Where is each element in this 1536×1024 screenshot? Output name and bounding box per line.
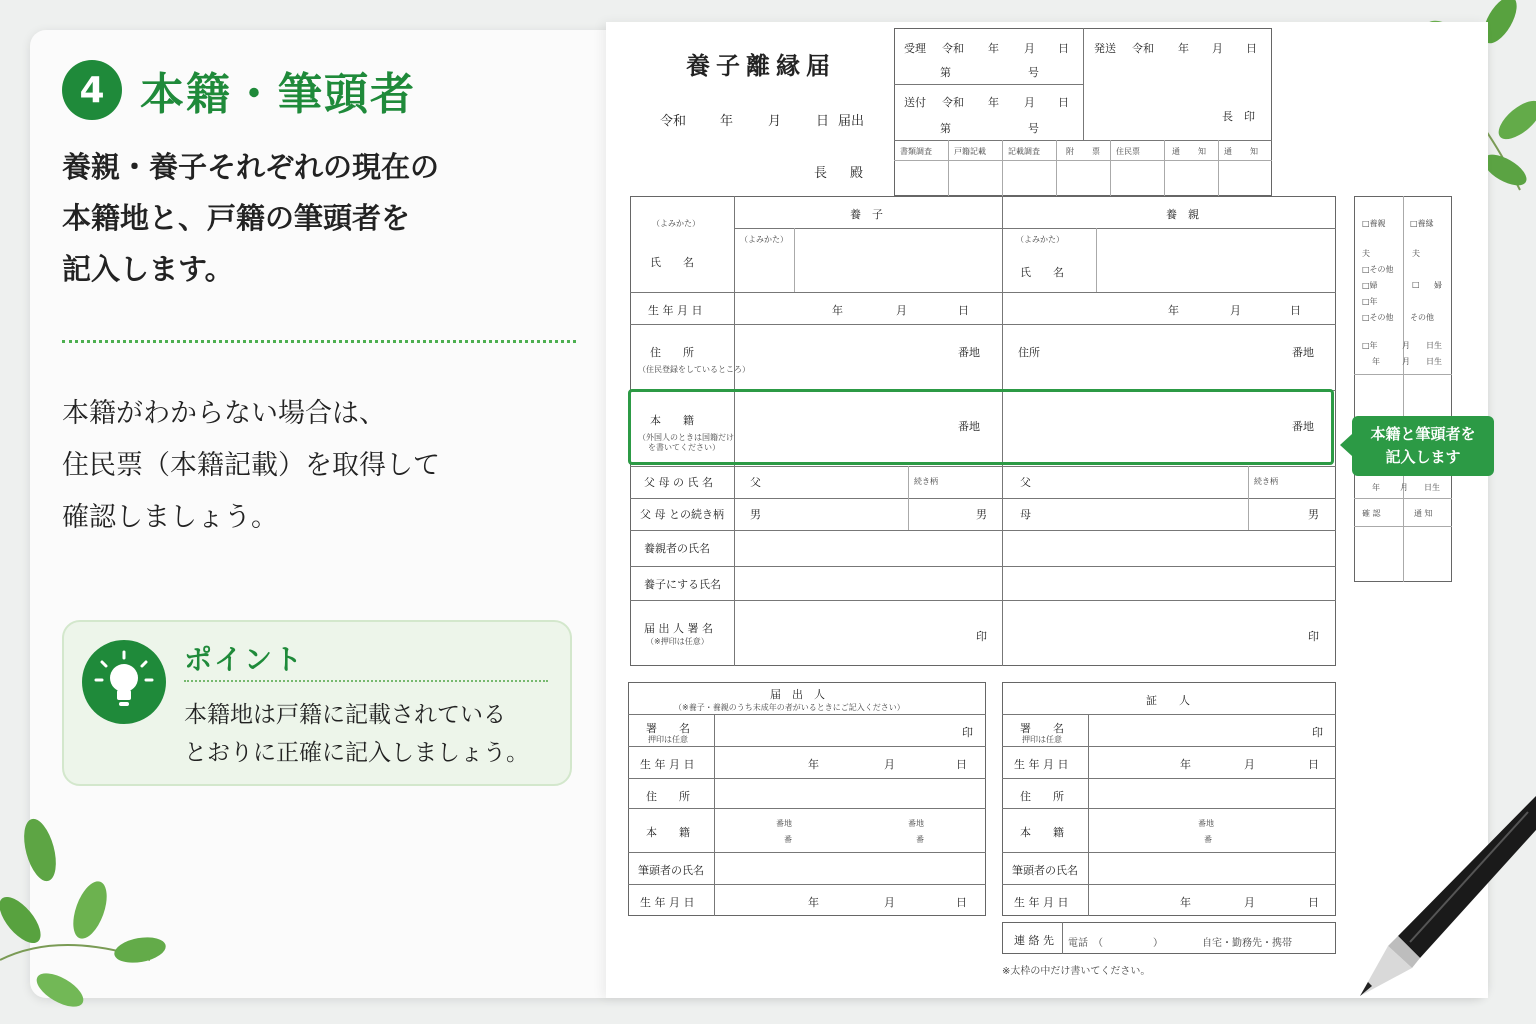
office-check: 通 <box>1224 147 1232 156</box>
office-era-2: 令和 <box>1132 42 1154 55</box>
office-check: 知 <box>1198 147 1206 156</box>
office-month-3: 月 <box>1024 96 1035 109</box>
office-year-3: 年 <box>988 96 999 109</box>
birth-month: 月 <box>896 304 907 317</box>
date-month: 月 <box>768 114 782 129</box>
witness-banchi: 番地 <box>1198 819 1214 828</box>
label-parents-rel: 父 母 との続き柄 <box>640 508 724 521</box>
birth-year-2: 年 <box>1168 304 1179 317</box>
description-line: 記入します。 <box>62 252 234 286</box>
side-text: 日生 <box>1424 483 1440 492</box>
side-text: 日生 <box>1426 341 1442 350</box>
office-month-2: 月 <box>1212 42 1223 55</box>
notifier-title: 届 出 人 <box>770 688 825 701</box>
witness-month: 月 <box>1244 758 1255 771</box>
office-year-2: 年 <box>1178 42 1189 55</box>
label-yomikata: （よみかた） <box>652 219 700 228</box>
notifier-sign-note: 押印は任意 <box>648 735 688 744</box>
office-check: 知 <box>1250 147 1258 156</box>
callout-line: 本籍と筆頭者を <box>1370 425 1476 443</box>
office-check: 通 <box>1172 147 1180 156</box>
dotted-divider <box>62 340 576 343</box>
side-text: 確 認 <box>1362 509 1381 518</box>
witness-birth: 生 年 月 日 <box>1014 758 1069 771</box>
step-header <box>62 58 416 122</box>
witness-birth-2: 生 年 月 日 <box>1014 896 1069 909</box>
step-title: 本籍・筆頭者 <box>140 69 416 120</box>
side-text: その他 <box>1410 313 1434 322</box>
side-text: 月 <box>1400 483 1408 492</box>
side-text: □その他 <box>1362 313 1394 322</box>
office-chief-seal: 長 印 <box>1222 110 1255 123</box>
lightbulb-icon <box>82 640 166 724</box>
birth-day: 日 <box>958 304 969 317</box>
honseki-banchi-2: 番地 <box>1292 420 1314 433</box>
notifier-seal: 印 <box>962 726 973 739</box>
office-check: 書類調査 <box>900 147 932 156</box>
notifier-honseki: 本 籍 <box>646 826 690 839</box>
label-adoptive-name: 養親者の氏名 <box>644 542 710 555</box>
note <box>62 388 582 544</box>
notifier-banchi-2: 番地 <box>908 819 924 828</box>
notifier-ban: 番 <box>784 835 792 844</box>
office-go: 号 <box>1028 66 1039 79</box>
label-yomikata-parent: （よみかた） <box>1016 235 1064 244</box>
callout-bubble <box>1352 416 1494 476</box>
description <box>62 142 582 295</box>
address-banchi: 番地 <box>958 346 980 359</box>
witness-day: 日 <box>1308 758 1319 771</box>
side-text: □その他 <box>1362 265 1394 274</box>
office-go-2: 号 <box>1028 122 1039 135</box>
honseki-highlight <box>628 389 1334 465</box>
side-text: 夫 <box>1362 249 1370 258</box>
honseki-note: （外国人のときは国籍だけ <box>638 433 734 442</box>
notifier-birth-2: 生 年 月 日 <box>640 896 695 909</box>
contact-options: 自宅・勤務先・携帯 <box>1202 938 1292 949</box>
addressee-dono: 殿 <box>850 166 864 181</box>
contact-tel: 電話 （ ） <box>1068 938 1163 949</box>
label-address-parent: 住所 <box>1018 346 1040 359</box>
office-receipt: 受理 <box>904 42 926 55</box>
office-month: 月 <box>1024 42 1035 55</box>
label-adopted-name: 養子にする氏名 <box>644 578 721 591</box>
witness-month-2: 月 <box>1244 896 1255 909</box>
address-banchi-2: 番地 <box>1292 346 1314 359</box>
witness-address: 住 所 <box>1020 790 1064 803</box>
father: 父 <box>750 476 761 489</box>
label-yomikata-child: （よみかた） <box>740 235 788 244</box>
signature-note: （※押印は任意） <box>646 637 709 646</box>
birth-day-2: 日 <box>1290 304 1301 317</box>
office-day: 日 <box>1058 42 1069 55</box>
office-day-2: 日 <box>1246 42 1257 55</box>
side-text: □年 <box>1362 341 1378 350</box>
date-era: 令和 <box>660 114 687 129</box>
witness-sign-note: 押印は任意 <box>1022 735 1062 744</box>
callout-line: 記入します <box>1385 448 1461 466</box>
witness-year-2: 年 <box>1180 896 1191 909</box>
office-check: 住民票 <box>1116 147 1140 156</box>
notifier-month: 月 <box>884 758 895 771</box>
party-parent: 養 親 <box>1166 208 1199 221</box>
side-text: □ <box>1412 280 1420 289</box>
office-forward: 送付 <box>904 96 926 109</box>
notifier-birth: 生 年 月 日 <box>640 758 695 771</box>
office-year: 年 <box>988 42 999 55</box>
witness-sign: 署 名 <box>1020 722 1064 735</box>
witness-head: 筆頭者の氏名 <box>1012 864 1078 877</box>
office-day-3: 日 <box>1058 96 1069 109</box>
label-signature: 届 出 人 署 名 <box>644 622 713 635</box>
witness-honseki: 本 籍 <box>1020 826 1064 839</box>
date-submit: 届出 <box>838 114 865 129</box>
side-text: 夫 <box>1412 249 1420 258</box>
son-2: 男 <box>976 508 987 521</box>
notifier-year: 年 <box>808 758 819 771</box>
side-text: □婦 <box>1362 281 1378 290</box>
note-line: 確認しましょう。 <box>62 502 278 533</box>
point-box <box>62 620 572 786</box>
side-text: 月 <box>1402 341 1410 350</box>
point-text <box>184 696 529 772</box>
honseki-note: を書いてください） <box>648 443 720 452</box>
notifier-sign: 署 名 <box>646 722 690 735</box>
notifier-year-2: 年 <box>808 896 819 909</box>
side-text: □年 <box>1362 297 1378 306</box>
signature-seal-2: 印 <box>1308 630 1319 643</box>
side-text: □養縁 <box>1410 219 1434 228</box>
witness-year: 年 <box>1180 758 1191 771</box>
honseki-banchi: 番地 <box>958 420 980 433</box>
office-sent: 発送 <box>1094 42 1116 55</box>
notifier-head: 筆頭者の氏名 <box>638 864 704 877</box>
birth-month-2: 月 <box>1230 304 1241 317</box>
office-no-2: 第 <box>940 122 951 135</box>
step-number: 4 <box>62 60 122 120</box>
witness-day-2: 日 <box>1308 896 1319 909</box>
side-text: 年 <box>1372 357 1380 366</box>
office-check: 戸籍記載 <box>954 147 986 156</box>
side-text: □養親 <box>1362 219 1386 228</box>
notifier-day-2: 日 <box>956 896 967 909</box>
party-child: 養 子 <box>850 208 883 221</box>
notifier-ban-2: 番 <box>916 835 924 844</box>
note-line: 本籍がわからない場合は、 <box>62 398 386 429</box>
side-text: 婦 <box>1434 281 1442 290</box>
zokugara: 続き柄 <box>914 477 938 486</box>
label-honseki: 本 籍 <box>650 414 694 427</box>
point-line: 本籍地は戸籍に記載されている <box>184 702 506 728</box>
point-line: とおりに正確に記入しましょう。 <box>184 740 529 766</box>
label-name: 氏 名 <box>650 256 694 269</box>
witness-ban: 番 <box>1204 835 1212 844</box>
point-divider <box>184 680 548 682</box>
date-year: 年 <box>720 114 734 129</box>
zokugara-2: 続き柄 <box>1254 477 1278 486</box>
office-check: 記載調査 <box>1008 147 1040 156</box>
label-address: 住 所 <box>650 346 694 359</box>
side-text: 日生 <box>1426 357 1442 366</box>
side-text: 月 <box>1402 357 1410 366</box>
notifier-banchi: 番地 <box>776 819 792 828</box>
notifier-address: 住 所 <box>646 790 690 803</box>
addressee-chief: 長 <box>814 166 828 181</box>
son-3: 男 <box>1308 508 1319 521</box>
signature-seal: 印 <box>976 630 987 643</box>
notifier-day: 日 <box>956 758 967 771</box>
mother: 母 <box>1020 508 1031 521</box>
note-line: 住民票（本籍記載）を取得して <box>62 450 440 481</box>
point-title: ポイント <box>184 643 305 676</box>
witness-seal: 印 <box>1312 726 1323 739</box>
label-birth: 生 年 月 日 <box>648 304 703 317</box>
leaf-icon <box>0 810 170 1024</box>
contact-label: 連 絡 先 <box>1014 934 1054 947</box>
address-note: （住民登録をしているところ） <box>638 365 750 374</box>
notifier-month-2: 月 <box>884 896 895 909</box>
side-text: 年 <box>1372 483 1380 492</box>
witness-title: 証 人 <box>1146 694 1190 707</box>
office-era-3: 令和 <box>942 96 964 109</box>
notifier-subtitle: （※養子・養親のうち未成年の者がいるときにご記入ください） <box>674 703 905 712</box>
form-title: 養子離縁届 <box>686 52 836 80</box>
office-check: 票 <box>1092 147 1100 156</box>
label-parents: 父 母 の 氏 名 <box>644 476 713 489</box>
side-text: 通 知 <box>1414 509 1433 518</box>
office-check: 附 <box>1066 147 1074 156</box>
son: 男 <box>750 508 761 521</box>
label-name-parent: 氏 名 <box>1020 266 1064 279</box>
description-line: 養親・養子それぞれの現在の <box>62 150 440 184</box>
footnote: ※太枠の中だけ書いてください。 <box>1002 966 1151 977</box>
description-line: 本籍地と、戸籍の筆頭者を <box>62 201 411 235</box>
office-era: 令和 <box>942 42 964 55</box>
birth-year: 年 <box>832 304 843 317</box>
pen-icon <box>1350 790 1536 1004</box>
father-2: 父 <box>1020 476 1031 489</box>
date-day: 日 <box>816 114 830 129</box>
office-no: 第 <box>940 66 951 79</box>
